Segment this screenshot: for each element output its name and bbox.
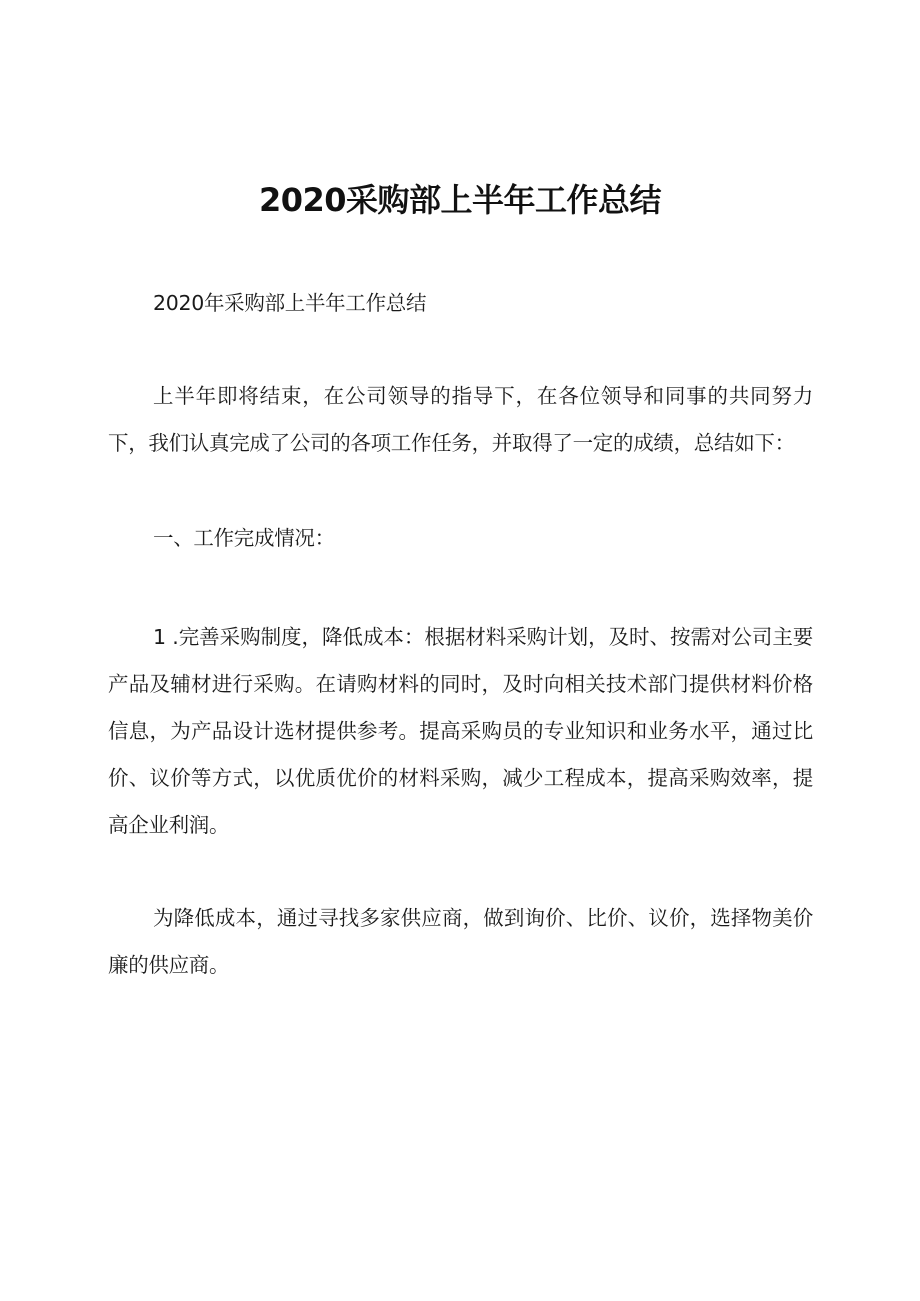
cost-reduction-paragraph: 为降低成本，通过寻找多家供应商，做到询价、比价、议价，选择物美价廉的供应商。 bbox=[108, 906, 813, 977]
document-subtitle: 2020年采购部上半年工作总结 bbox=[153, 291, 427, 315]
intro-paragraph: 上半年即将结束，在公司领导的指导下，在各位领导和同事的共同努力下，我们认真完成了公司的各项工作任务，并取得了一定的成绩，总结如下： bbox=[108, 384, 813, 455]
section-heading: 一、工作完成情况： bbox=[153, 526, 335, 550]
document-title: 2020采购部上半年工作总结 bbox=[258, 181, 662, 219]
item-1-paragraph: 1 .完善采购制度，降低成本：根据材料采购计划，及时、按需对公司主要产品及辅材进行采购。在请购材料的同时，及时向相关技术部门提供材料价格信息，为产品设计选材提供参考。提高采购员的专业知识和业务水平，通过比价、议价等方式，以优质优价的材料采购，减少工程成本，提高采购效率，提高企业利润。 bbox=[108, 625, 813, 837]
